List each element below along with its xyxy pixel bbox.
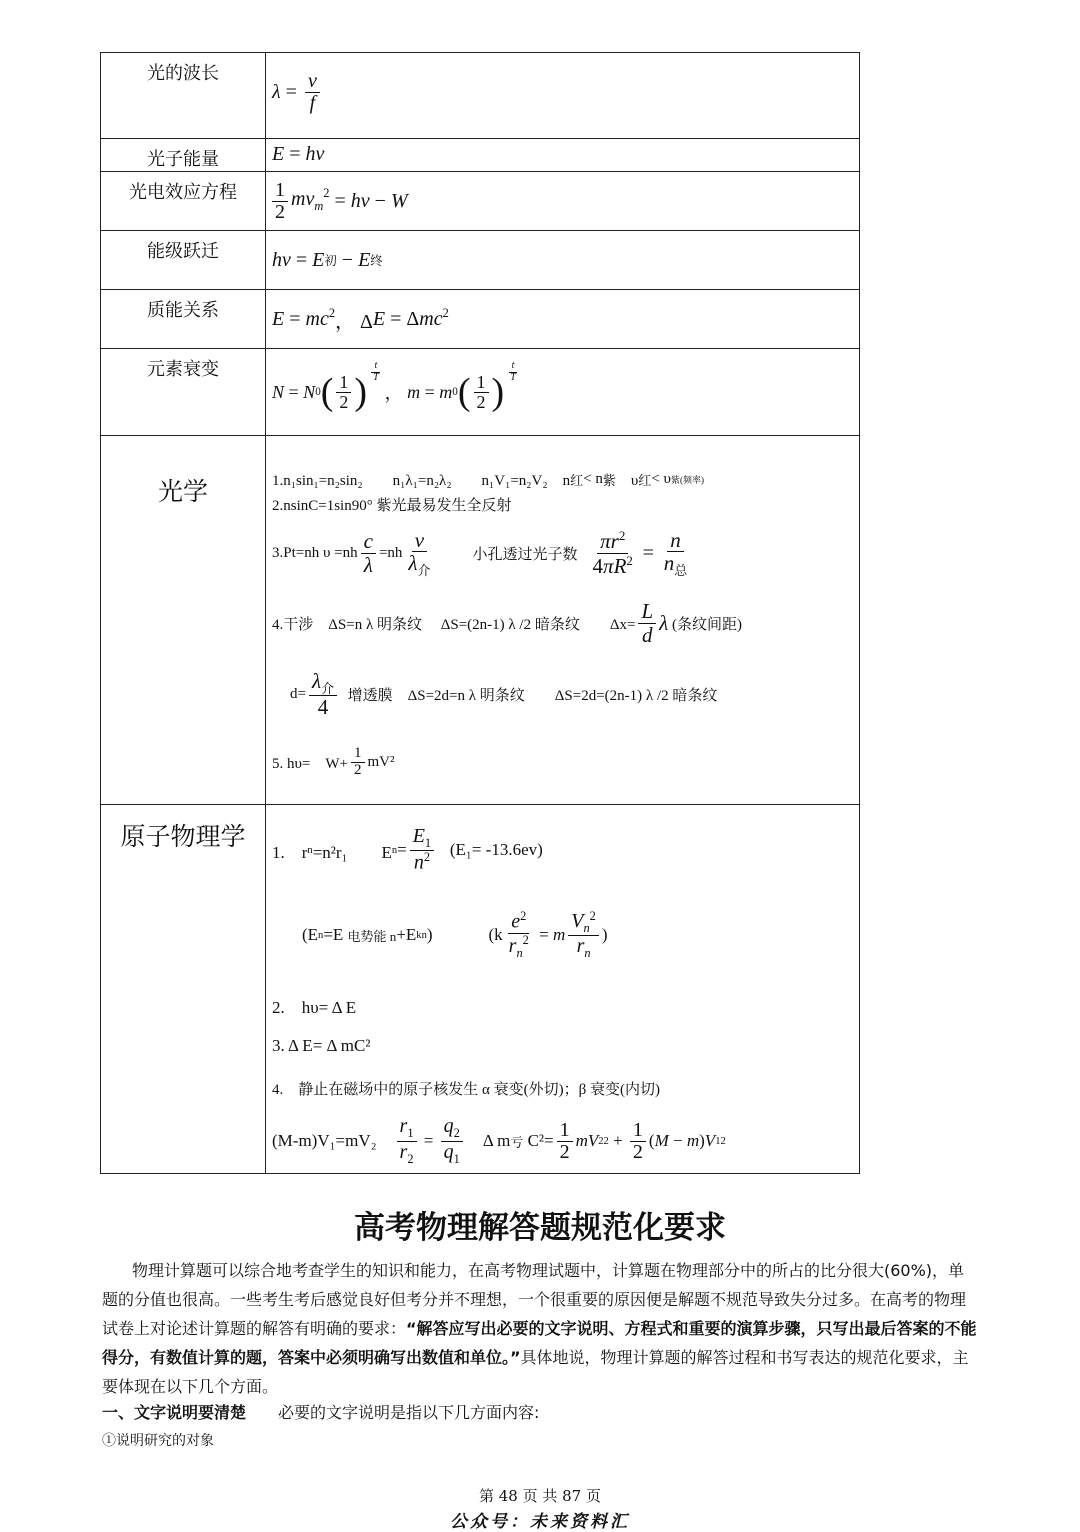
row-label: 光学 bbox=[101, 436, 266, 805]
formula-energy-level: hν = E 初 − E 终 bbox=[266, 231, 860, 290]
optics-line-2: 2.nsinC=1sin90° 紫光最易发生全反射 bbox=[272, 497, 512, 514]
intro-paragraph: 物理计算题可以综合地考查学生的知识和能力，在高考物理试题中，计算题在物理部分中的所占的比分很大(60%)，单题的分值也很高。一些考生考后感觉良好但考分并不理想，一个很重要的原因便是解题不规范导致失分过多。在高考的物理试卷上对论述计算题的解答有明确的要求：“解答应写出必要的文字说明、方程式和重要的演算步骤，只写出最后答案的不能得分，有数值计算的题，答案中必须明确写出数值和单位。”具体地说，物理计算题的解答过程和书写表达的规范化要求，主要体现在以下几个方面。 bbox=[102, 1261, 977, 1396]
formula-wavelength: λ = $\frac{v}{f}$ bbox=[266, 53, 860, 139]
optics-line-1: 1.n₁sin₁=n₂sin₂ n₁λ₁=n₂λ₂ n₁V₁=n₂V₂ n 红 < n 紫 υ 红 < υ 紫(频率) bbox=[272, 470, 704, 489]
atomic-line-4: 3. Δ E= Δ mC² bbox=[272, 1036, 371, 1055]
atomic-line-2: (E n =E 电势能 n +E kn ) (k $\frac{e^2}{r_n^2}$ = m $\frac{V_n^2}{r_n}$ ) bbox=[302, 908, 608, 961]
formula-table bbox=[100, 52, 860, 1174]
optics-line-4: 4.干涉 ΔS=n λ 明条纹 ΔS=(2n-1) λ /2 暗条纹 Δx= $\frac{L}{d}$ λ (条纹间距) bbox=[272, 599, 742, 647]
formula-photoelectric: $\frac{1}{2}$ $mv_m$ $^2$ = hν − W bbox=[266, 172, 860, 231]
atomic-cell bbox=[266, 805, 860, 1174]
formula-photon-energy: E = hν bbox=[266, 139, 860, 172]
section-heading: 一、文字说明要清楚 必要的文字说明是指以下几方面内容: bbox=[102, 1403, 540, 1422]
optics-cell bbox=[266, 436, 860, 805]
row-label: 光子能量 bbox=[101, 139, 266, 172]
row-label: 原子物理学 bbox=[101, 805, 266, 1174]
atomic-line-5: 4. 静止在磁场中的原子核发生 α 衰变(外切)；β 衰变(内切) bbox=[272, 1081, 660, 1098]
atomic-line-3: 2. hυ= Δ E bbox=[272, 997, 357, 1017]
page-title: 高考物理解答题规范化要求 bbox=[354, 1210, 726, 1246]
optics-line-3: 3.Pt=nh υ =nh $\frac{c}{\lambda}$ =nh $\frac{v}{\lambda_介}$ 小孔透过光子数 $\frac{\pi r^2}{4\pi R^2}$ = $\frac{n}{n_总}$ bbox=[272, 527, 688, 578]
row-label: 能级跃迁 bbox=[101, 231, 266, 290]
row-label: 光的波长 bbox=[101, 53, 266, 139]
brand-watermark: 公众号：未来资料汇 bbox=[450, 1512, 630, 1532]
row-label: 质能关系 bbox=[101, 290, 266, 349]
atomic-line-6: (M-m)V₁=mV₂ $\frac{r_1}{r_2}$ = $\frac{q_2}{q_1}$ Δ m 亏 C²= $\frac{1}{2}$ mV 2 2 + $\frac{1}{2}$ ( M − m ) V 1 2 bbox=[272, 1115, 726, 1166]
formula-decay: N = N 0 ( $\frac{1}{2}$ ) $\frac{t}{T}$ ， m = m 0 ( $\frac{1}{2}$ ) $\frac{t}{T}$ bbox=[266, 349, 860, 436]
optics-line-5: d= $\frac{\lambda_介}{4}$ 增透膜 ΔS=2d=n λ 明条纹 ΔS=2d=(2n-1) λ /2 暗条纹 bbox=[290, 668, 718, 720]
atomic-line-1: 1. r n =n²r₁ E n = $\frac{E_1}{n^2}$ (E₁= -13.6ev) bbox=[272, 825, 543, 874]
optics-line-6: 5. hυ= W+ $\frac{1}{2}$ mV² bbox=[272, 744, 395, 778]
row-label: 光电效应方程 bbox=[101, 172, 266, 231]
page-footer: 第 48 页 共 87 页 bbox=[478, 1487, 601, 1505]
formula-mass-energy: E = mc $^2$ ， Δ E = Δ mc $^2$ bbox=[266, 290, 860, 349]
list-item: ①说明研究的对象 bbox=[102, 1433, 214, 1449]
row-label: 元素衰变 bbox=[101, 349, 266, 436]
